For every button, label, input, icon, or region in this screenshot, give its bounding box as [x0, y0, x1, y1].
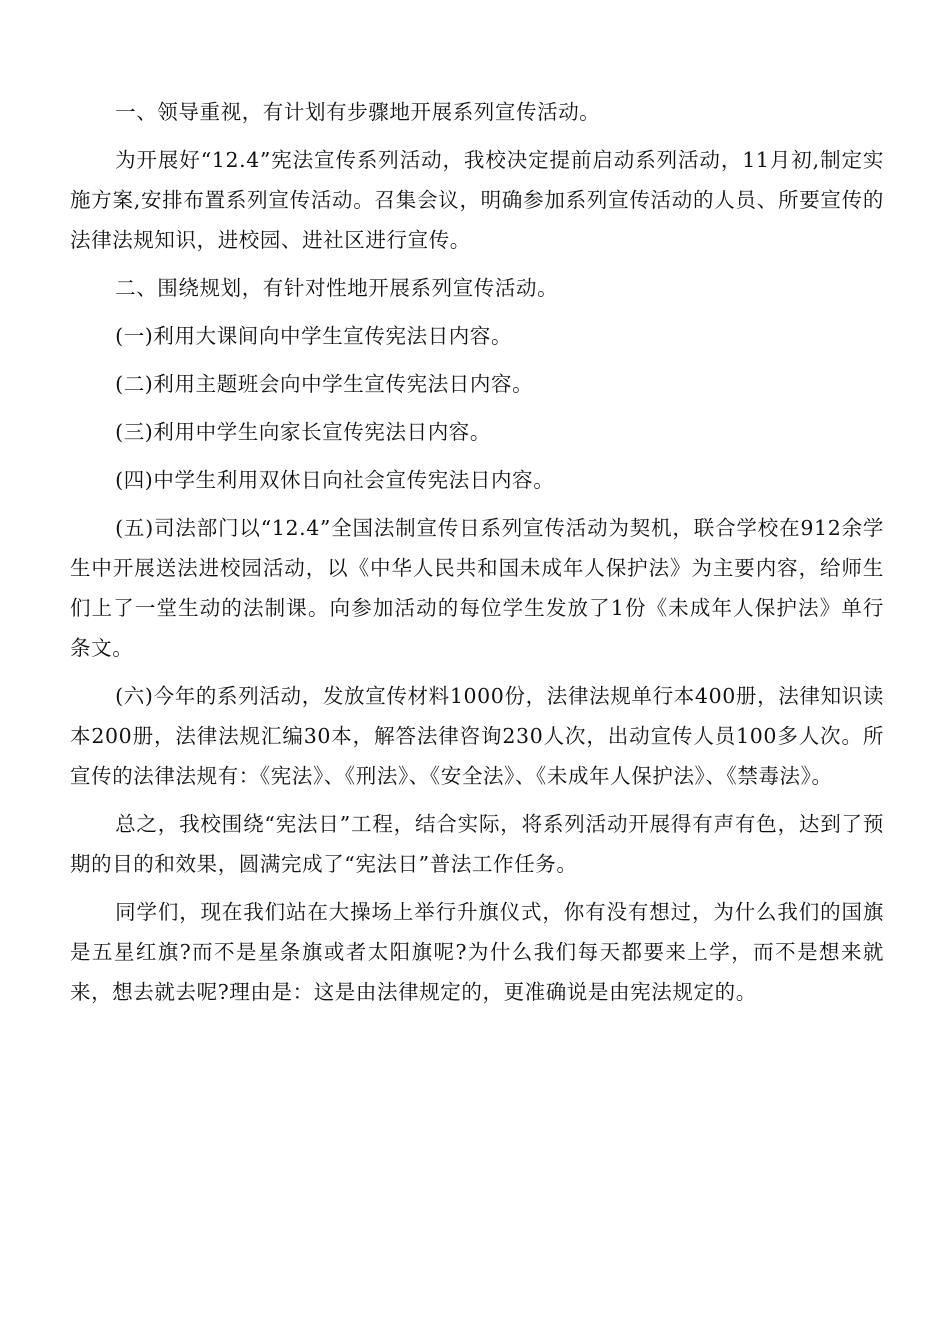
list-item-2: (二)利用主题班会向中学生宣传宪法日内容。 [115, 372, 534, 396]
list-item-3: (三)利用中学生向家长宣传宪法日内容。 [115, 420, 491, 444]
speech-paragraph: 同学们，现在我们站在大操场上举行升旗仪式，你有没有想过，为什么我们的国旗是五星红旗?而不是星条旗或者太阳旗呢?为什么我们每天都要来上学，而不是想来就来，想去就去呢?理由是：这是由法律规定的，更准确说是由宪法规定的。 [70, 900, 884, 1004]
list-item-5: (五)司法部门以“12.4”全国法制宣传日系列宣传活动为契机，联合学校在912余学生中开展送法进校园活动，以《中华人民共和国未成年人保护法》为主要内容，给师生们上了一堂生动的法制课。向参加活动的每位学生发放了1份《未成年人保护法》单行条文。 [70, 516, 884, 660]
paragraph-heading-2: 二、围绕规划，有针对性地开展系列宣传活动。 [115, 276, 559, 300]
summary-paragraph: 总之，我校围绕“宪法日”工程，结合实际，将系列活动开展得有声有色，达到了预期的目的和效果，圆满完成了“宪法日”普法工作任务。 [70, 812, 884, 876]
list-item-1: (一)利用大课间向中学生宣传宪法日内容。 [115, 324, 513, 348]
list-item-6: (六)今年的系列活动，发放宣传材料1000份，法律法规单行本400册，法律知识读本200册，法律法规汇编30本，解答法律咨询230人次，出动宣传人员100多人次。所宣传的法律法规有：《宪法》、《刑法》、《安全法》、《未成年人保护法》、《禁毒法》。 [70, 684, 884, 788]
list-item-4: (四)中学生利用双休日向社会宣传宪法日内容。 [115, 468, 555, 492]
document-body [70, 92, 884, 1020]
paragraph-1: 为开展好“12.4”宪法宣传系列活动，我校决定提前启动系列活动，11月初,制定实施方案,安排布置系列宣传活动。召集会议，明确参加系列宣传活动的人员、所要宣传的法律法规知识，进校园、进社区进行宣传。 [70, 148, 884, 252]
paragraph-heading-1: 一、领导重视，有计划有步骤地开展系列宣传活动。 [115, 100, 601, 124]
